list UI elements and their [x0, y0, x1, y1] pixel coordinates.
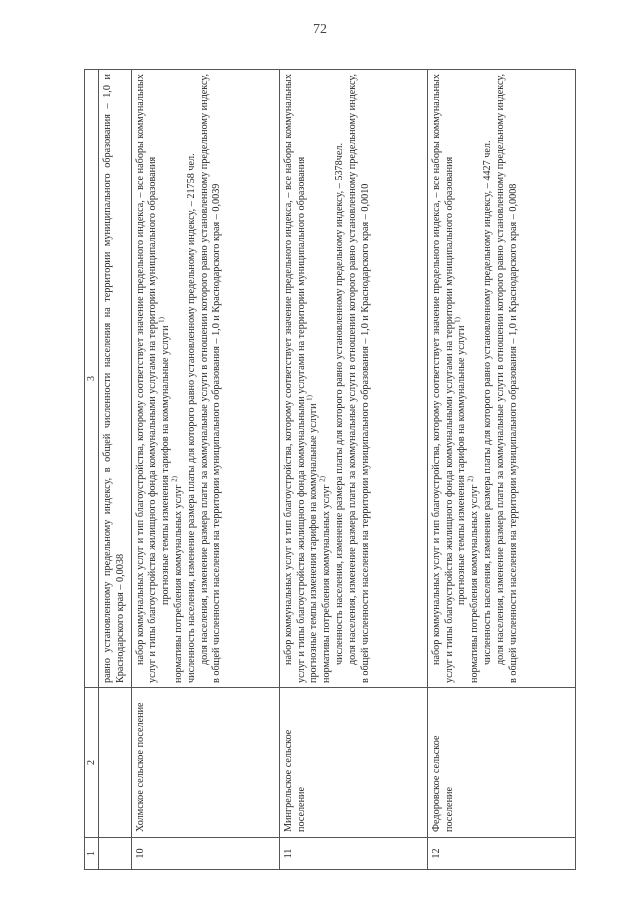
- footnote-mark: 1): [305, 395, 314, 401]
- data-table: [84, 69, 576, 870]
- paragraph-tariffs: [456, 74, 469, 683]
- header-cell-3: 3: [85, 70, 99, 688]
- settlement-name: Мингрельское сельское поселение: [279, 688, 427, 838]
- footnote-mark: 2): [466, 476, 475, 482]
- footnote-mark: 2): [170, 476, 179, 482]
- table-row: [131, 70, 279, 870]
- paragraph-share: доля населения, изменение размера платы за коммунальные услуги в отношении которого равно установленному предельному индексу, в общей численности населения на территории муниципального образования – 1,0 и Краснодарского края – 0,0008: [494, 74, 519, 683]
- paragraph-services: набор коммунальных услуг и тип благоустройства, которому соответствует значение предельного индекса, – все наборы коммунальных услуг и типы благоустройства жилищного фонда коммунальными услугами на территории муниципального образования: [134, 74, 159, 683]
- paragraph-tariffs: [305, 74, 321, 683]
- paragraph-share: доля населения, изменение размера платы за коммунальные услуги в отношении которого равно установленному предельному индексу, в общей численности населения на территории муниципального образования – 1,0 и Краснодарского края – 0,0039: [198, 74, 223, 683]
- row-text-cell: [427, 70, 575, 688]
- paragraph-tariffs: [157, 74, 173, 683]
- continuation-text: равно установленному предельному индексу, в общей численности населения на территории муниципального образования – 1,0 и Краснодарского края – 0,0038: [102, 74, 126, 683]
- footnote-mark: 2): [318, 476, 327, 482]
- paragraph-population: численность населения, изменение размера платы для которого равно установленному предельному индексу, – 21758 чел.: [185, 153, 197, 683]
- row-number: 11: [279, 838, 427, 870]
- footnote-mark: 1): [454, 317, 463, 323]
- page-number: 72: [313, 22, 327, 37]
- paragraph-services: набор коммунальных услуг и тип благоустройства, которому соответствует значение предельного индекса, – все наборы коммунальных услуг и типы благоустройства жилищного фонда коммунальными услугами на территории муниципального образования: [430, 74, 455, 683]
- document-sheet: [84, 70, 576, 870]
- row-text-cell: [279, 70, 427, 688]
- paragraph-population: численность населения, изменение размера платы для которого равно установленному предельному индексу, – 5378чел.: [333, 142, 345, 665]
- settlement-name: Федоровское сельское поселение: [427, 688, 575, 838]
- header-cell-2: 2: [85, 688, 99, 838]
- row-number: 10: [131, 838, 279, 870]
- row-number: 12: [427, 838, 575, 870]
- paragraph-norms: [170, 74, 186, 683]
- paragraph-tariffs-text: прогнозные темпы изменения тарифов на коммунальные услуги: [456, 325, 468, 605]
- row-text-cell: [99, 70, 132, 688]
- paragraph-services: набор коммунальных услуг и тип благоустройства, которому соответствует значение предельного индекса, – все наборы коммунальных услуг и типы благоустройства жилищного фонда коммунальными услугами на территории муниципального образования: [282, 74, 307, 683]
- table-header-row: [85, 70, 99, 870]
- paragraph-tariffs-text: прогнозные темпы изменения тарифов на коммунальные услуги: [160, 325, 172, 605]
- row-number-cell: [99, 838, 132, 870]
- paragraph-norms-text: нормативы потребления коммунальных услуг: [469, 484, 481, 683]
- paragraph-norms-text: нормативы потребления коммунальных услуг: [321, 484, 333, 683]
- row-text-cell: [131, 70, 279, 688]
- paragraph-share: доля населения, изменение размера платы за коммунальные услуги в отношении которого равно установленному предельному индексу, в общей численности населения на территории муниципального образования – 1,0 и Краснодарского края – 0,0010: [346, 74, 371, 683]
- settlement-name: Холмское сельское поселение: [131, 688, 279, 838]
- footnote-mark: 1): [157, 317, 166, 323]
- paragraph-norms: [466, 74, 482, 683]
- paragraph-norms: [318, 74, 334, 683]
- table-row: [279, 70, 427, 870]
- paragraph-population: численность населения, изменение размера платы для которого равно установленному предельному индексу, – 4427 чел.: [482, 140, 494, 665]
- row-name-cell: [99, 688, 132, 838]
- rotated-table-frame: [84, 70, 576, 870]
- table-row-continuation: [99, 70, 132, 870]
- table-row: [427, 70, 575, 870]
- paragraph-tariffs-text: прогнозные темпы изменения тарифов на коммунальные услуги: [308, 403, 320, 683]
- paragraph-norms-text: нормативы потребления коммунальных услуг: [172, 484, 184, 683]
- header-cell-1: 1: [85, 838, 99, 870]
